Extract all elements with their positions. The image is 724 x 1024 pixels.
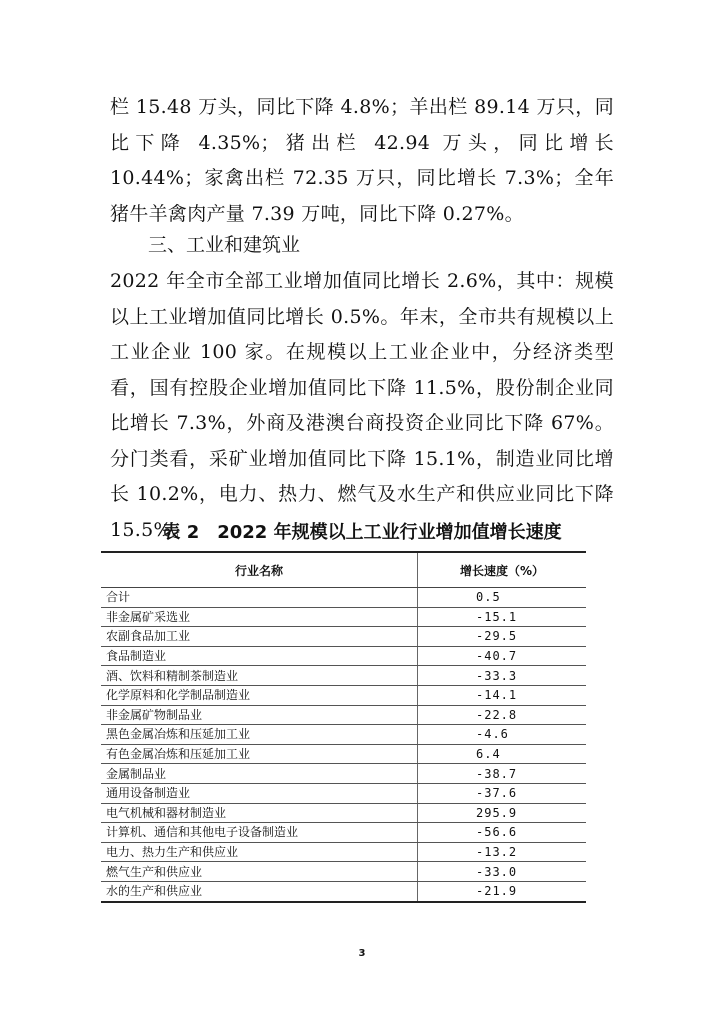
industry-name: 食品制造业 (101, 646, 418, 666)
table-row (101, 725, 586, 745)
industry-name: 合计 (101, 588, 418, 608)
industry-growth-table (101, 551, 586, 903)
growth-value: -4.6 (418, 725, 587, 745)
industry-name: 黑色金属冶炼和压延加工业 (101, 725, 418, 745)
paragraph-industry: 2022 年全市全部工业增加值同比增长 2.6%，其中：规模以上工业增加值同比增长 0.5%。年末，全市共有规模以上工业企业 100 家。在规模以上工业企业中，分经济类型看，国有控股企业增加值同比下降 11.5%，股份制企业同比增长 7.3%，外商及港澳台商投资企业同比下降 67%。分门类看，采矿业增加值同比下降 15.1%，制造业同比增长 10.2%，电力、热力、燃气及水生产和供应业同比下降 15.5%。 (110, 270, 614, 541)
industry-name: 电力、热力生产和供应业 (101, 842, 418, 862)
growth-value: -13.2 (418, 842, 587, 862)
growth-value: -37.6 (418, 783, 587, 803)
industry-name: 电气机械和器材制造业 (101, 803, 418, 823)
growth-value: -33.3 (418, 666, 587, 686)
paragraph-livestock: 栏 15.48 万头，同比下降 4.8%；羊出栏 89.14 万只，同比下降 4.35%；猪出栏 42.94 万头，同比增长 10.44%；家禽出栏 72.35 万只，同比增长 7.3%；全年猪牛羊禽肉产量 7.39 万吨，同比下降 0.27%。 (110, 96, 614, 225)
growth-value: -56.6 (418, 823, 587, 843)
table-title: 表 2 2022 年规模以上工业行业增加值增长速度 (162, 522, 562, 543)
table-row (101, 607, 586, 627)
table-row (101, 764, 586, 784)
table-row (101, 783, 586, 803)
table-row (101, 666, 586, 686)
growth-value: 6.4 (418, 744, 587, 764)
growth-value: 0.5 (418, 588, 587, 608)
industry-name: 通用设备制造业 (101, 783, 418, 803)
page-number: 3 (358, 948, 366, 959)
growth-value: -33.0 (418, 862, 587, 882)
industry-name: 非金属矿采选业 (101, 607, 418, 627)
table-row (101, 685, 586, 705)
table-row (101, 744, 586, 764)
industry-name: 化学原料和化学制品制造业 (101, 685, 418, 705)
industry-name: 酒、饮料和精制茶制造业 (101, 666, 418, 686)
table-row (101, 842, 586, 862)
growth-value: -21.9 (476, 884, 518, 899)
industry-name: 有色金属冶炼和压延加工业 (101, 744, 418, 764)
table-row (101, 627, 586, 647)
table-row (101, 823, 586, 843)
industry-name: 非金属矿物制品业 (101, 705, 418, 725)
growth-value: -38.7 (418, 764, 587, 784)
table-row (101, 588, 586, 608)
section-heading-industry: 三、工业和建筑业 (148, 234, 301, 256)
industry-name: 水的生产和供应业 (101, 881, 418, 901)
growth-value: -29.5 (418, 627, 587, 647)
table-row (101, 881, 586, 901)
table-row (101, 705, 586, 725)
industry-name: 计算机、通信和其他电子设备制造业 (101, 823, 418, 843)
industry-name: 燃气生产和供应业 (101, 862, 418, 882)
growth-value: -15.1 (418, 607, 587, 627)
column-header-industry: 行业名称 (101, 552, 418, 588)
growth-value: -22.8 (418, 705, 587, 725)
growth-value: 295.9 (418, 803, 587, 823)
table-row (101, 803, 586, 823)
table-header-row (101, 552, 586, 588)
industry-name: 农副食品加工业 (101, 627, 418, 647)
growth-value: -40.7 (418, 646, 587, 666)
growth-value: -14.1 (418, 685, 587, 705)
column-header-growth: 增长速度（%） (418, 552, 587, 588)
table-row (101, 646, 586, 666)
industry-name: 金属制品业 (101, 764, 418, 784)
table-row (101, 862, 586, 882)
